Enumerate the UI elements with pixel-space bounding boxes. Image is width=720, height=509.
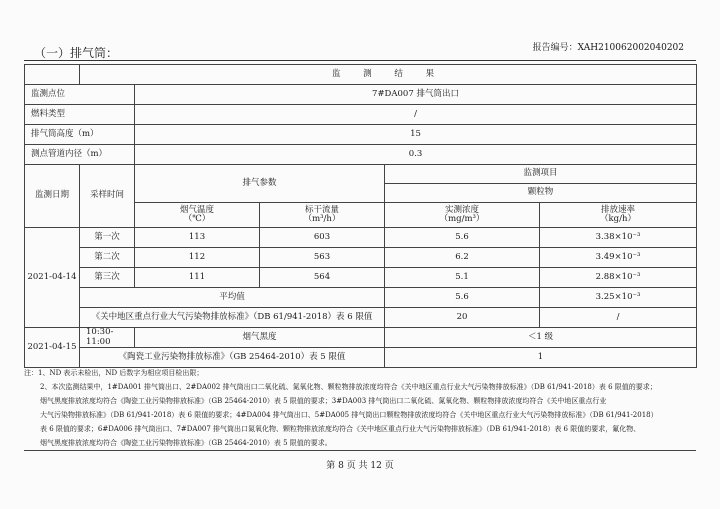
limit-label: 《关中地区重点行业大气污染物排放标准》（DB 61/941-2018）表 6 限值	[80, 308, 385, 328]
col-params-header: 排气参数	[135, 165, 385, 203]
date-cell-2: 2021-04-15	[25, 328, 80, 368]
sub-temp-header: 烟气温度 （℃）	[135, 203, 260, 228]
sample-time: 第三次	[80, 268, 135, 288]
flow-value: 603	[260, 228, 385, 248]
rate-value: 3.49×10⁻³	[540, 248, 697, 268]
info-label: 测点管道内径（m）	[25, 145, 135, 165]
info-value: 7#DA007 排气筒出口	[135, 85, 697, 105]
notes-bottom-rule	[24, 450, 696, 451]
average-conc: 5.6	[385, 288, 540, 308]
flow-value: 563	[260, 248, 385, 268]
results-table	[24, 64, 697, 368]
note-line: 大气污染物排放标准》（DB 61/941-2018）表 6 限值的要求；4#DA004 排气筒出口、5#DA005 排气筒出口颗粒物排放浓度均符合《关中地区重点行业大气污染物排放标准》（DB 61/941-2018）	[40, 411, 658, 419]
col-items-header: 监测项目	[385, 165, 697, 184]
flow-value: 564	[260, 268, 385, 288]
limit-conc: 20	[385, 308, 540, 328]
page-number: 第 8 页 共 12 页	[326, 461, 394, 471]
notes	[24, 366, 696, 450]
note-line: 烟气黑度排放浓度均符合《陶瓷工业污染物排放标准》（GB 25464-2010）表 5 限值的要求。	[40, 439, 332, 447]
report-number: 报告编号：XAH21006200204​0202	[532, 43, 684, 53]
rate-value: 2.88×10⁻³	[540, 268, 697, 288]
note-line: 注：1、ND 表示未检出，ND 后数字为相应项目检出限；	[24, 369, 204, 377]
info-label: 排气筒高度（m）	[25, 125, 135, 145]
temp-value: 111	[135, 268, 260, 288]
info-value: 0.3	[135, 145, 697, 165]
rate-value: 3.38×10⁻³	[540, 228, 697, 248]
ceramic-limit-label: 《陶瓷工业污染物排放标准》（GB 25464-2010）表 5 限值	[80, 348, 385, 368]
col-time-header: 采样时间	[80, 165, 135, 228]
info-label: 监测点位	[25, 85, 135, 105]
title-underline	[24, 60, 696, 61]
left-blank-cell	[25, 65, 80, 85]
info-label: 燃料类型	[25, 105, 135, 125]
sample-time: 第一次	[80, 228, 135, 248]
note-line: 2、本次监测结果中，1#DA001 排气筒出口、2#DA002 排气筒出口二氧化硫、氮氧化物、颗粒物排放浓度均符合《关中地区重点行业大气污染物排放标准》（DB 61/941-2018）表 6 限值的要求；	[40, 383, 657, 391]
info-value: /	[135, 105, 697, 125]
temp-value: 113	[135, 228, 260, 248]
blackness-label: 烟气黑度	[135, 328, 385, 348]
limit-rate: /	[540, 308, 697, 328]
pollutant-name: 颗粒物	[385, 184, 697, 203]
blackness-value: ＜1 级	[385, 328, 697, 348]
note-line: 表 6 限值的要求；6#DA006 排气筒出口、7#DA007 排气筒出口氮氧化物、颗粒物排放浓度均符合《关中地区重点行业大气污染物排放标准》（DB 61/941-2018）表 6 限值的要求，氟化物、	[40, 425, 641, 433]
section-title: （一）排气筒：	[34, 46, 119, 60]
sub-flow-header: 标干流量 （m³/h）	[260, 203, 385, 228]
date-cell: 2021-04-14	[25, 228, 80, 328]
conc-value: 6.2	[385, 248, 540, 268]
sample-time: 第二次	[80, 248, 135, 268]
conc-value: 5.6	[385, 228, 540, 248]
average-rate: 3.25×10⁻³	[540, 288, 697, 308]
info-value: 15	[135, 125, 697, 145]
result-title: 监 测 结 果	[80, 65, 697, 85]
sub-conc-header: 实测浓度 （mg/m³）	[385, 203, 540, 228]
ceramic-limit-value: 1	[385, 348, 697, 368]
col-date-header: 监测日期	[25, 165, 80, 228]
sub-rate-header: 排放速率 （kg/h）	[540, 203, 697, 228]
sample-time-2: 10:30-11:00	[80, 328, 135, 348]
average-label: 平均值	[80, 288, 385, 308]
conc-value: 5.1	[385, 268, 540, 288]
note-line: 烟气黑度排放浓度均符合《陶瓷工业污染物排放标准》（GB 25464-2010）表 5 限值的要求；3#DA003 排气筒出口二氧化硫、氮氧化物、颗粒物排放浓度均符合《关中地区重点行业	[40, 397, 607, 405]
temp-value: 112	[135, 248, 260, 268]
